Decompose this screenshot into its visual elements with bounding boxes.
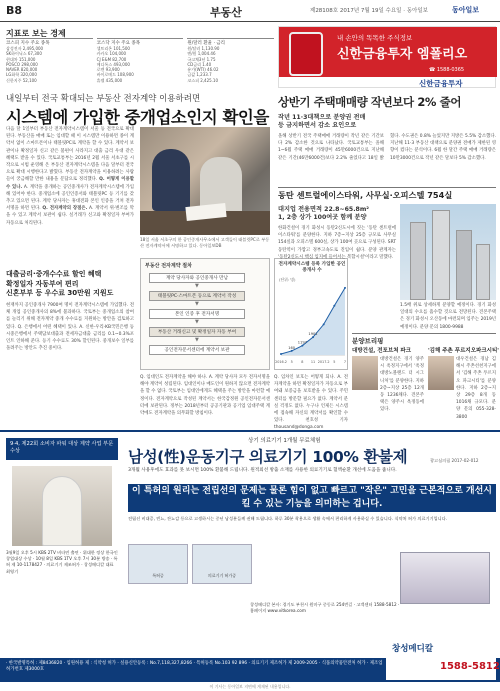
ad-approval: 광고심의필 2017-02-012 [430, 458, 479, 463]
index-table [97, 46, 184, 83]
briefing-body: 대우건설은 경남 김해시 주촌선천지구에서 '김해 주촌 푸르지오 파크시티'를 분양한다. 지하 2층~지상 29층 8개 동 1016채 규모다. 분양 문의 055-328-3800 [456, 357, 496, 420]
index-box-exchange [187, 38, 274, 88]
ad-body: 전립선 비대증, 빈뇨, 잔뇨감 등으로 고생하시는 중년 남성분들께 권해 드립니다. 하루 30분 착용으로 생활 속에서 편리하게 사용하실 수 있습니다. 식약처 허가 의료기기입니다. [128, 516, 448, 521]
divider [278, 187, 496, 188]
flow-step: 본인 인증 후 전자서명 [149, 309, 245, 319]
ad-brand: 신한금융투자 [419, 79, 463, 88]
index-row: 현대차 151,000 [6, 56, 36, 62]
arrow-down-icon: ▼ [195, 319, 199, 325]
diagram-title: 부동산 전자계약 절차 [145, 263, 192, 269]
article-body-col1: 다음 달 1일부터 부동산 전자계약시스템이 서울 등 전국으로 확대된다. 부동산을 매매 또는 임대할 때 이 시스템만 이용하면 종이 계약서 없이 스마트폰이나 태블릿PC로 계약을 할 수 있다. 계약서 보관이나 확정일자 신고 같은 불편이 사라지고 대출 금리 우대 같은 혜택도 받을 수 있다. 국토교통부는 2016년 2월 서울 서초구를 시작으로 시범 운영해 온 부동산 전자계약시스템을 다음 달부터 전국으로 확대 시행한다고 밝혔다. 부동산 전자계약을 이용하려는 사람들이 궁금해할 만한 내용을 문답으로 정리했다. Q. 어떻게 이용할 수 있나. A. 계약을 중개하는 공인중개사가 전자계약시스템에 가입해 있어야 한다. 중개업소에 공인인증서와 태블릿PC 등 기기를 갖추고 있으면 된다. 계약 당사자는 휴대전화 본인 인증을 거쳐 전자서명을 하면 된다. Q. 전자계약의 장점은. A. 계약서 위·변조를 막을 수 있고 계약서 보관이 쉽다. 실거래가 신고와 확정일자 부여가 자동으로 처리된다. [6, 127, 135, 226]
ad-highlight: 이 특허의 원리는 전립선의 문제는 물론 힘이 없고 빠르고 "작은" 고민을 근본적으로 개선시킬 수 있는 기능을 의미하는 겁니다. [128, 484, 496, 512]
index-tables [6, 38, 274, 88]
certificate-image: 의료기기 허가증 [192, 544, 252, 584]
index-table [6, 46, 93, 83]
process-diagram [140, 258, 270, 370]
chart-title: 전자계약시스템 등록 가입한 공인중개사 수 [278, 262, 346, 273]
index-title: 지표로 보는 경제 [6, 29, 66, 38]
x-tick-label: 2016.2 [275, 360, 287, 364]
article-body-col2: 현재까지 공인중개사 7900여 명이 전자계약시스템에 가입했다. 전체 개업 공인중개사의 8%에 불과하다. 국토부는 중개업소의 참여를 늘리기 위해 전자계약 중개 수수료를 지원하는 방안을 검토하고 있다. Q. 은행에서 어떤 혜택이 있나. A. 신한·우리·KB국민은행 등 시중은행에서 주택담보대출과 전세자금대출 금리를 0.1~0.3%포인트 인하해 준다. 등기 수수료도 30% 할인된다. 중개보수 일부를 돌려주는 방안도 추진 중이다. [6, 303, 134, 352]
briefing-photo [428, 356, 454, 390]
ad-award-badge: 9·4, 제22회 소비자 파워 대상 제약 사업 부문 수상 [6, 438, 118, 460]
data-label: 1901 [308, 332, 318, 337]
index-box-kosdaq [97, 38, 184, 88]
right-subhead-2: 1, 2층 상가 100여곳 함께 분양 [278, 214, 367, 221]
ad-spokesperson-photo [12, 466, 112, 546]
index-row: 삼성전자 2,495,000 [6, 46, 44, 51]
page-number: B8 [6, 4, 23, 17]
briefing-heading: '김해 주촌 푸르지오파크시티' [428, 348, 499, 354]
ad-title: 남성(性)운동기구 의료기기 100% 환불제 [128, 448, 408, 466]
ad-strip-text: · 한국발명특허 : 제8436820 · 입원허용 제 : 식약청 허가 · 실용신안등록 : No.7,118,327,8266 · 특허등록 No.103 92 896 · 의료기기 제조허가 제 2009-2005 · 식품의약품안전처 허가 · 제조업 허가번호 제3000호 [6, 661, 383, 672]
index-row: POSCO 298,000 [6, 61, 38, 67]
article-body-col4: Q. 임차인 보호는 어떻게 되나. A. 전자계약을 하면 확정일자가 자동으로 부여돼 보증금을 보호받을 수 있다. 주민센터를 방문할 필요가 없다. 계약서 분실 걱정도 없다. 누구나 언제든 시스템에 접속해 자신의 계약서를 확인할 수 있다. 천호성 기자 thousand@donga.com [274, 375, 348, 431]
data-point [312, 336, 314, 338]
data-point [301, 345, 303, 347]
index-box-kospi [6, 38, 93, 88]
data-label: 160 [288, 345, 296, 350]
right-headline-2: 동탄 센트럴에이스타워, 사무실·오피스텔 754실 [278, 190, 453, 200]
arrow-down-icon: ▼ [195, 337, 199, 343]
ad-product-name: 신한금융투자 엠폴리오 [337, 47, 468, 62]
article-photo [140, 127, 270, 235]
index-row: 국고채3년 1.75 [187, 56, 216, 62]
ad-left-text: 3월9일 오후 5시 KBS 2TV 비타민 출연 · 위대한 정상 한국인 창업대상 수상 · 10월 8일 KBS 1TV 오후 7시 30분 방송 · 특허 제 10-1178427 · 의료기기 제조허가 · 창성메디칼 대표 최영기 [6, 550, 118, 574]
index-row: 원/달러 1,130.90 [187, 46, 220, 51]
index-row: 신한지주 52,100 [6, 77, 37, 83]
x-tick-label: 8 [301, 360, 304, 364]
bottom-advertisement[interactable] [0, 430, 500, 680]
index-table [187, 46, 274, 83]
index-row: 카카오 104,000 [96, 51, 127, 57]
article-headline: 시스템에 가입한 중개업소인지 확인을 [6, 108, 269, 127]
right-body-3: 1.5배 위로 상세하게 분양할 예정이다. 경기 화성 일대의 수요를 흡수할 것으로 전망된다. 견본주택은 경기 화성시 오산동에 마련되며 입주는 2019년 예정이다. 분양 문의 1800-9988 [400, 303, 496, 330]
right-headline: 상반기 주택매매량 작년보다 2% 줄어 [278, 95, 462, 109]
right-subhead-2: 대지업 전용면적 22.8~65.8m² [278, 206, 370, 213]
ad-address: 창성메디칼 본사: 경기도 부천시 원미구 중동로 254번길 · 고객센터 1588-5812 · 홈페이지 www.vitkorea.com [250, 602, 400, 613]
briefing-heading: 대방건설, 전포브쳐 파크 [352, 348, 412, 354]
x-tick-label: 2017.2 [317, 360, 330, 364]
index-row: 코스피 2,425.10 [187, 77, 219, 83]
index-caption: 코스닥 지수 주요 종목 [96, 41, 141, 46]
ad-footer-strip [0, 644, 500, 682]
ad-brand-logo[interactable]: 창성메디칼 [386, 642, 496, 680]
chart-unit: (단위: 명) [279, 277, 296, 282]
index-row: CD금리 1.40 [187, 61, 212, 67]
arrow-down-icon: ▼ [195, 301, 199, 307]
ad-pretitle: 상기 의료기기 1개월 무료체험 [248, 438, 321, 444]
index-row: 로엔 93,900 [96, 67, 120, 73]
building-rendering [400, 204, 496, 300]
index-row: LG화학 320,000 [6, 72, 37, 78]
arrow-down-icon: ▼ [195, 283, 199, 289]
article-subhead: 대출금리·중개수수료 할인 혜택 확정일자 자동부여 편리 신혼부부 등 우수료 30만원 지원도 [6, 270, 114, 297]
briefing-title: 분양브리핑 [352, 337, 384, 345]
smartphone-icon [289, 32, 323, 76]
right-subhead: 등 금지하면서 감소 요인으로 [278, 122, 357, 129]
page-footer: 이 기사는 동아일보 지면에 게재된 내용입니다. [209, 684, 291, 689]
index-row: 휴젤 435,000 [96, 77, 123, 83]
data-point [280, 353, 282, 355]
top-advertisement[interactable] [278, 26, 496, 88]
index-row: 바이로메드 108,900 [96, 72, 134, 78]
data-label: 1197 [297, 340, 307, 345]
ad-left-panel [6, 438, 118, 648]
section-title: 부동산 [210, 6, 242, 19]
ad-phone-number[interactable]: 1588-5812 [440, 661, 500, 672]
x-tick-label: 7 [343, 360, 347, 364]
right-body: 올해 상반기 전국 주택매매 거래량이 작년 같은 기간보다 2% 감소한 것으로 나타났다. 국토교통부는 올해 1~6월 주택 매매 거래량이 45만6000건으로 지난해 같은 기간(46만6000건)보다 2.2% 줄었다고 18일 밝혔다. 수도권은 0.8% 늘었지만 지방은 5.5% 감소했다. 지난해 11·3 부동산 대책으로 분양권 전매가 제한된 영향이 컸다는 분석이다. 6월 한 달간 주택 매매 거래량은 10만3000건으로 작년 같은 달보다 5% 감소했다. [278, 134, 496, 161]
index-caption: 코스피 지수 주요 종목 [6, 41, 50, 46]
certificate-image: 특허증 [128, 544, 188, 584]
x-tick-label: 5 [290, 360, 293, 364]
newspaper-logo: 동아일보 [452, 6, 480, 14]
right-subhead: 작년 11·3대책으로 분양권 전매 [278, 114, 366, 121]
right-body-2: 한화건설이 경기 화성시 동탄2신도시에 짓는 '동탄 센트럴에이스타워'를 분양한다. 지하 7층~지상 25층 규모로 사무실 154실과 오피스텔 600실, 상가 100여 곳으로 구성된다. SRT 동탄역이 가깝고 경부고속도로 진입이 쉽다. 분양 관계자는 '동탄2신도시 핵심 입지에 들어서는 복합시설'이라고 말했다. [278, 226, 397, 260]
ad-lead: 3개월 사용후에도 효과를 못 보시면 100% 환불해 드립니다. 원적외선 방출 소재를 사용한 의료기기로 혈액순환 개선에 도움을 줍니다. [128, 468, 397, 473]
x-tick-label: 11 [310, 360, 316, 364]
x-tick-label: 5 [333, 360, 336, 364]
flow-step: 계약 당사자와 공인중개사 만남 [149, 273, 245, 283]
ad-tagline: 내 손안의 똑똑한 주식정보 [337, 34, 413, 42]
data-point [291, 350, 293, 352]
ad-phone: ☎ 1588-0365 [429, 67, 465, 73]
index-row: CJ E&M 82,700 [96, 56, 127, 62]
flow-step: 부동산 거래신고 및 확정일자 자동 부여 [149, 327, 245, 337]
issue-info: 제28108호 2017년 7월 19일 수요일 · 동아일보 [310, 8, 428, 14]
photo-caption: 18일 서울 서초구의 한 공인중개사무소에서 고객들이 태블릿PC로 부동산 전자계약서에 서명하고 있다. 동아일보DB [140, 237, 270, 248]
flow-step: 태블릿PC·스마트폰 등으로 계약서 작성 [149, 291, 245, 301]
index-row: 유가(WTI) 46.02 [187, 67, 219, 73]
index-row: 셀트리온 101,500 [96, 46, 130, 51]
page-header [0, 0, 500, 22]
index-row: NAVER 820,000 [6, 67, 38, 73]
index-row: 메디톡스 493,000 [96, 61, 130, 67]
briefing-body: 대방건설은 경기 양주시 옥정지구에서 '옥정 대방노블랜드 더 시그니처'를 분양한다. 지하 2층~지상 25층 12개 동 1236채다. 견본주택은 양주시 옥정동에 있다. [380, 357, 424, 413]
index-row: SK하이닉스 67,300 [6, 51, 42, 57]
article-body-col3: Q. 임대인도 전자계약을 해야 하나. A. 계약 당사자 모두 전자서명을 해야 계약이 성립된다. 임대인이나 매도인이 원하지 않으면 전자계약을 할 수 없다. 국토부는 임대인에게도 혜택을 주는 방안을 마련할 예정이다. 전자계약으로 작성된 계약서는 한국감정원 공인전자문서센터에 보관된다. 정부는 2018년부터 공공기관과 공기업 임대주택 계약에도 전자계약을 의무화할 방침이다. [140, 375, 270, 417]
article-kicker: 내일부터 전국 확대되는 부동산 전자계약 이용하려면 [6, 94, 201, 104]
briefing-photo [352, 356, 378, 390]
index-row: 엔/원 1,004.46 [187, 51, 216, 57]
product-image [400, 552, 490, 604]
divider [352, 333, 496, 334]
flow-step: 공인전자문서센터에 계약서 보관 [149, 345, 245, 355]
index-row: 금값 1,233.7 [187, 72, 212, 78]
index-caption: 원/달러 환율 · 금리 [187, 41, 226, 46]
